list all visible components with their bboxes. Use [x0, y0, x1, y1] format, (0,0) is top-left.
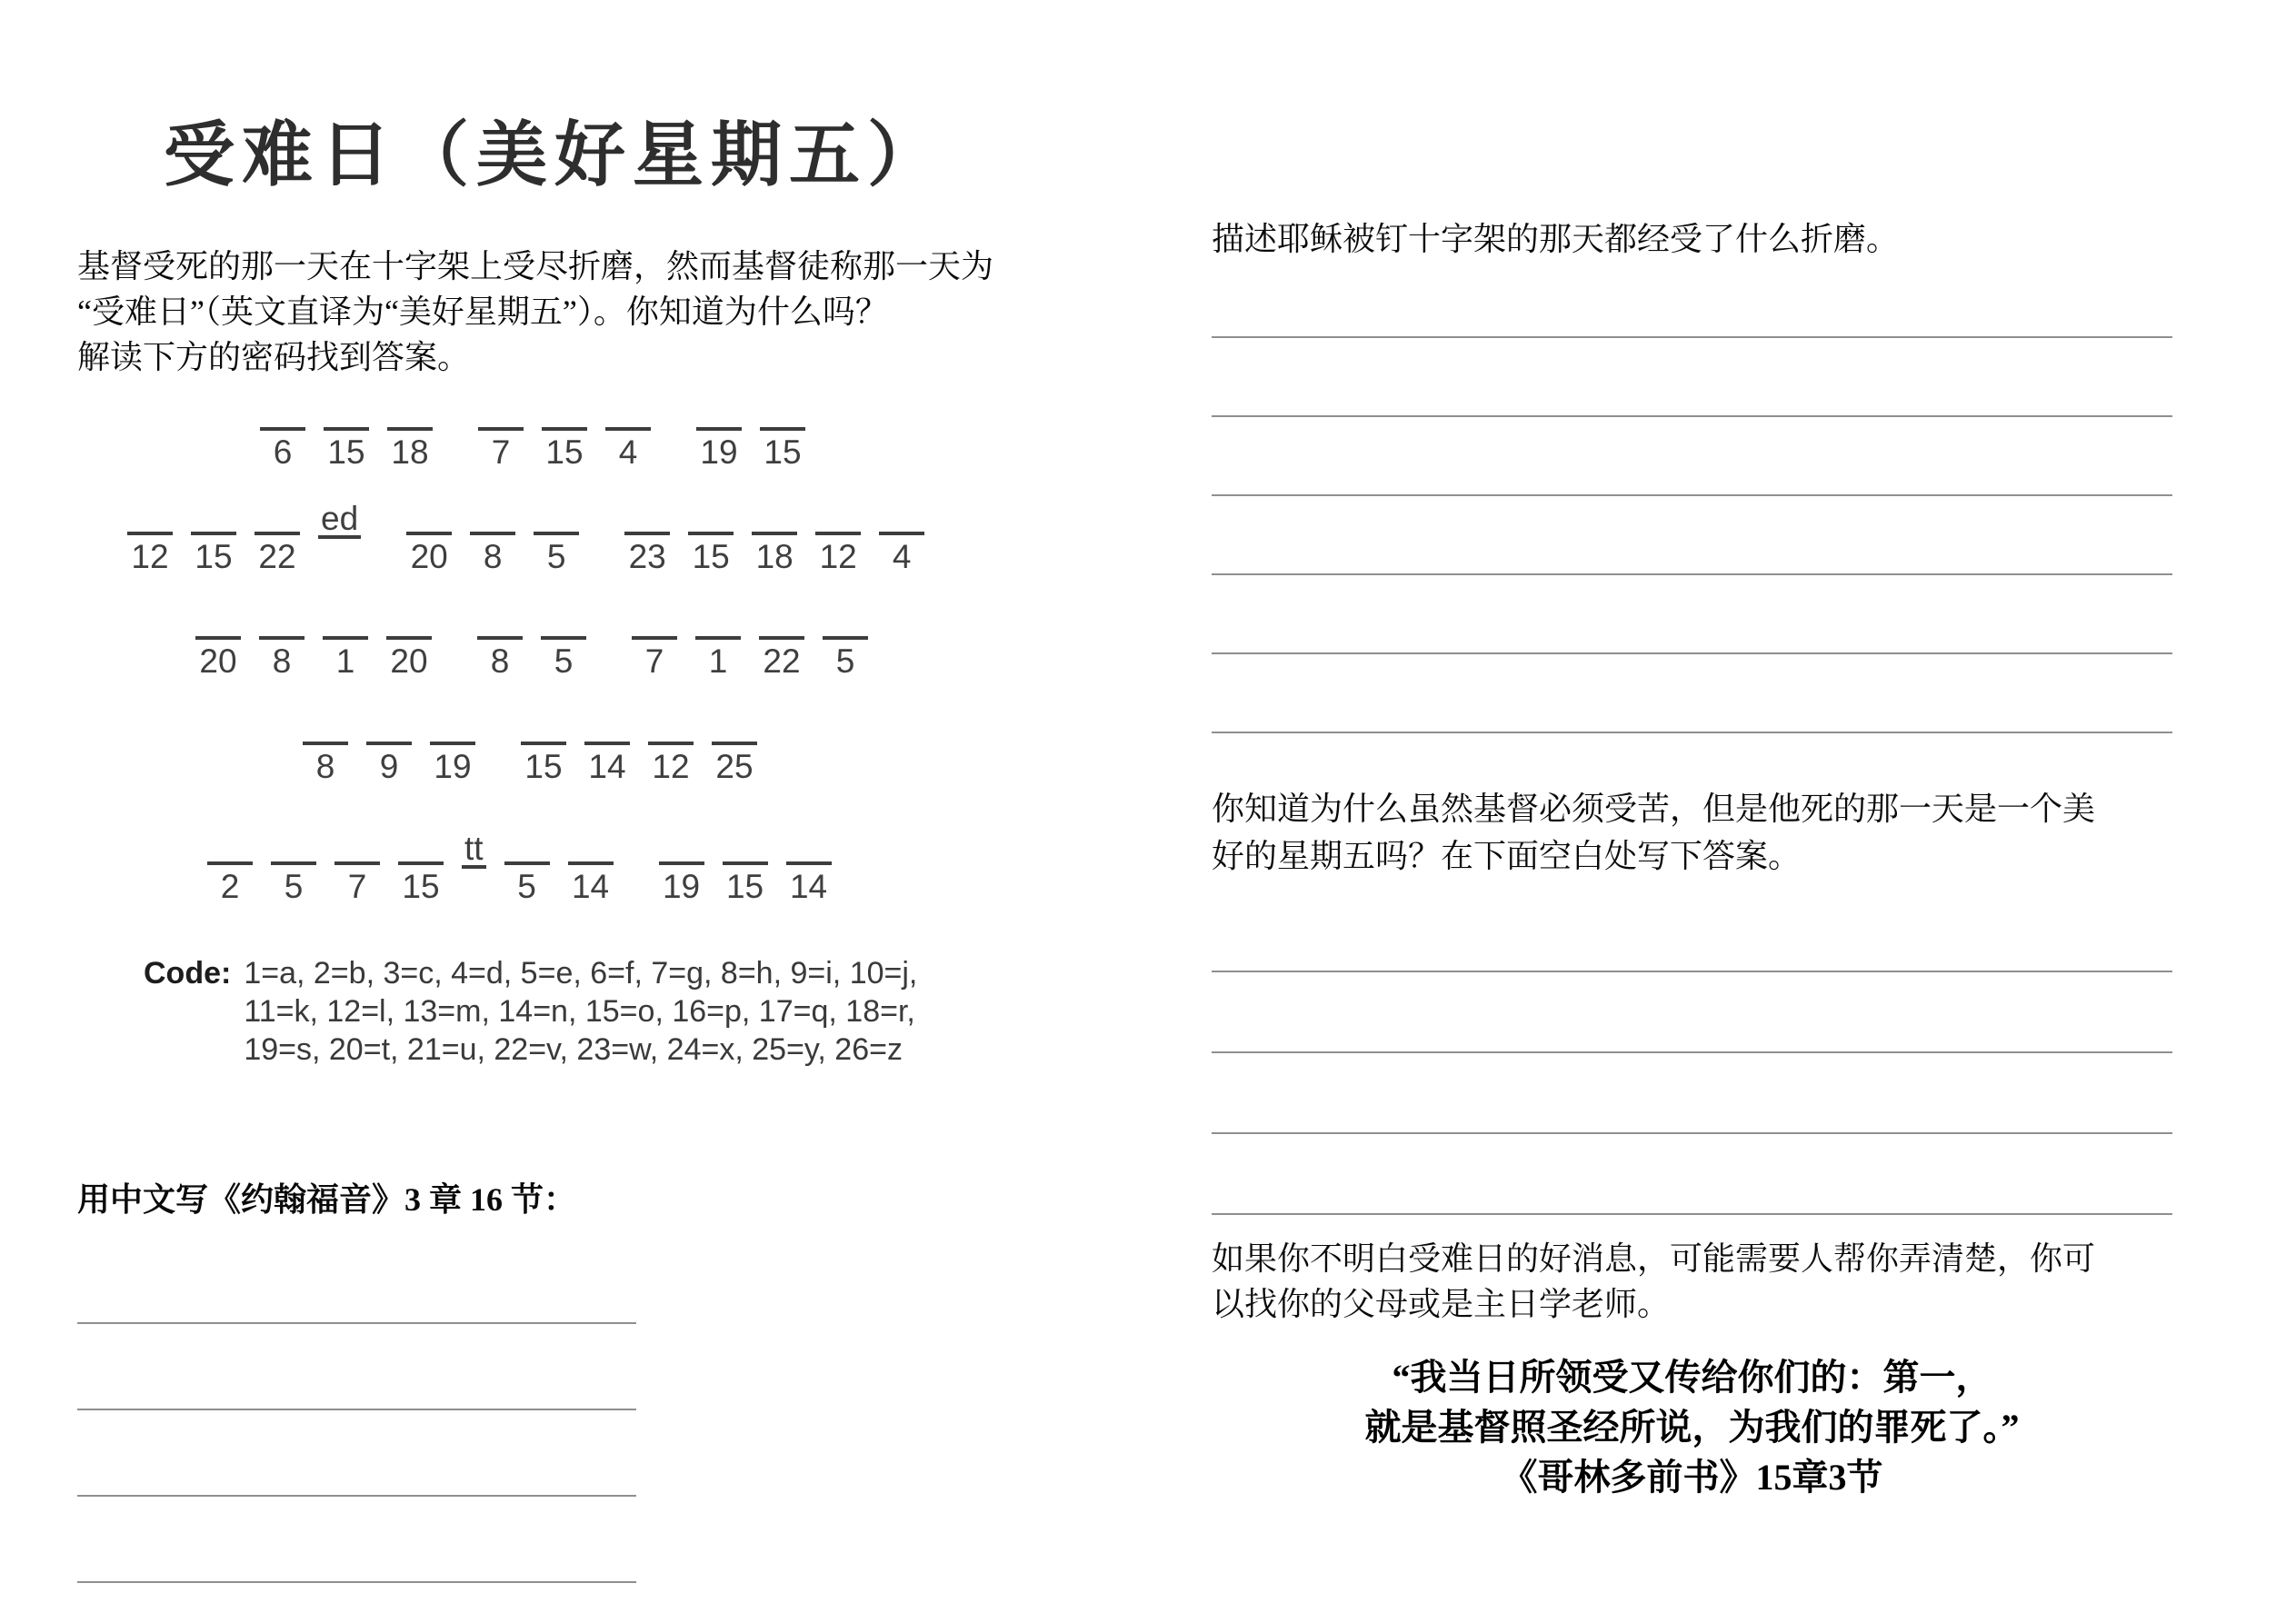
blank-line [632, 636, 677, 640]
blank-line [195, 636, 241, 640]
blank-line [584, 742, 630, 745]
cipher-blank [323, 600, 368, 678]
cipher-number: 7 [644, 642, 664, 680]
blank-line [696, 427, 742, 431]
code-label: Code: [144, 956, 232, 991]
cipher-number: 25 [715, 748, 754, 785]
blank-line [324, 427, 369, 431]
blank-line [406, 532, 452, 535]
blank-line [568, 861, 614, 865]
blank-line [624, 532, 670, 535]
cipher-blank [271, 825, 316, 903]
cipher-number: 14 [789, 868, 828, 905]
blank-line [387, 427, 433, 431]
cipher-number: 5 [284, 868, 304, 905]
blank-line [688, 532, 734, 535]
cipher-number: 15 [524, 748, 563, 785]
cipher-number: 14 [588, 748, 626, 785]
cipher-number: 9 [379, 748, 399, 785]
cipher-blank [255, 495, 300, 573]
blank-line [470, 532, 515, 535]
blank-line [303, 742, 348, 745]
blank-line [542, 427, 587, 431]
cipher-blank [334, 825, 380, 903]
blank-line [648, 742, 694, 745]
blank-line [430, 742, 475, 745]
help-line-2: 以找你的父母或是主日学老师。 [1212, 1286, 1671, 1322]
cipher-blank [366, 705, 412, 783]
blank-line [752, 532, 797, 535]
why-good-friday-prompt [1212, 785, 2095, 880]
cipher-blank [127, 495, 173, 573]
writing-line [1212, 1051, 2172, 1053]
blank-line [323, 636, 368, 640]
cipher-number: 6 [273, 433, 293, 471]
cipher-number: 15 [402, 868, 440, 905]
cipher-blank [712, 705, 757, 783]
cipher-blank [823, 600, 868, 678]
help-note [1212, 1236, 2095, 1327]
cipher-blank [430, 705, 475, 783]
writing-line [1212, 1132, 2172, 1134]
cipher-number: 20 [410, 538, 448, 575]
blank-line [823, 636, 868, 640]
why-line-2: 好的星期五吗？在下面空白处写下答案。 [1212, 838, 1802, 874]
cipher-row [207, 825, 850, 903]
blank-line [759, 636, 804, 640]
blank-line [723, 861, 768, 865]
writing-line [1212, 652, 2172, 654]
cipher-number: 20 [390, 642, 428, 680]
cipher-number: 19 [700, 433, 738, 471]
cipher-number: 15 [545, 433, 584, 471]
code-line-2: 11=k, 12=l, 13=m, 14=n, 15=o, 16=p, 17=q, 18=r, [244, 994, 915, 1029]
blank-line [334, 861, 380, 865]
intro-line-2: “受难日”（英文直译为“美好星期五”）。你知道为什么吗？ [77, 294, 888, 330]
write-verse-prompt: 用中文写《约翰福音》3 章 16 节： [77, 1181, 577, 1218]
page-title: 受难日（美好星期五） [164, 115, 946, 194]
writing-line [1212, 1213, 2172, 1215]
code-lines [244, 954, 917, 1069]
blank-line [712, 742, 757, 745]
intro-line-3: 解读下方的密码找到答案。 [77, 339, 471, 375]
cipher-number: 1 [708, 642, 728, 680]
cipher-blank [521, 705, 566, 783]
cipher-blank [207, 825, 253, 903]
writing-line [77, 1322, 636, 1324]
cipher-number: 8 [490, 642, 510, 680]
blank-line [366, 742, 412, 745]
blank-line [191, 532, 236, 535]
blank-line [386, 636, 432, 640]
blank-line [815, 532, 861, 535]
writing-line [1212, 336, 2172, 338]
cipher-blank [260, 391, 305, 469]
cipher-blank [624, 495, 670, 573]
intro-paragraph [77, 244, 993, 380]
cipher-blank [478, 391, 524, 469]
cipher-blank [386, 600, 432, 678]
cipher-number: 8 [272, 642, 292, 680]
cipher-blank [191, 495, 236, 573]
code-line-3: 19=s, 20=t, 21=u, 22=v, 23=w, 24=x, 25=y, 26=z [244, 1032, 903, 1067]
blank-line [478, 427, 524, 431]
cipher-blank [605, 391, 651, 469]
prefilled-text: tt [462, 825, 486, 869]
cipher-blank [504, 825, 550, 903]
cipher-number: 19 [662, 868, 701, 905]
cipher-number: 12 [819, 538, 857, 575]
cipher-number: 4 [618, 433, 638, 471]
cipher-number: 12 [131, 538, 169, 575]
verse-quote [1212, 1352, 2172, 1502]
blank-line [207, 861, 253, 865]
help-line-1: 如果你不明白受难日的好消息，可能需要人帮你弄清楚，你可 [1212, 1240, 2096, 1277]
cipher-number: 20 [199, 642, 237, 680]
cipher-number: 7 [347, 868, 367, 905]
writing-line [1212, 971, 2172, 972]
blank-line [879, 532, 924, 535]
writing-line [77, 1495, 636, 1497]
cipher-number: 22 [763, 642, 801, 680]
torment-prompt: 描述耶稣被钉十字架的那天都经受了什么折磨。 [1212, 221, 1900, 257]
cipher-blank [477, 600, 523, 678]
blank-line [477, 636, 523, 640]
blank-line [255, 532, 300, 535]
blank-line [504, 861, 550, 865]
blank-line [786, 861, 832, 865]
cipher-blank [752, 495, 797, 573]
cipher-blank [568, 825, 614, 903]
cipher-number: 23 [628, 538, 666, 575]
cipher-number: 15 [764, 433, 802, 471]
cipher-row [303, 705, 775, 783]
cipher-blank [695, 600, 741, 678]
cipher-number: 15 [327, 433, 365, 471]
blank-line [605, 427, 651, 431]
blank-line [659, 861, 704, 865]
cipher-blank [387, 391, 433, 469]
cipher-blank [541, 600, 586, 678]
writing-line [1212, 573, 2172, 575]
quote-reference: 《哥林多前书》15章3节 [1501, 1457, 1883, 1498]
cipher-blank [632, 600, 677, 678]
cipher-number: 12 [652, 748, 690, 785]
writing-line [1212, 732, 2172, 733]
cipher-blank [879, 495, 924, 573]
writing-line [1212, 494, 2172, 496]
cipher-number: 4 [892, 538, 912, 575]
cipher-code-key [144, 954, 917, 1069]
cipher-number: 2 [220, 868, 240, 905]
cipher-blank [723, 825, 768, 903]
cipher-prefilled-letters [318, 495, 361, 539]
cipher-blank [470, 495, 515, 573]
cipher-number: 22 [258, 538, 296, 575]
intro-line-1: 基督受死的那一天在十字架上受尽折磨，然而基督徒称那一天为 [77, 248, 994, 284]
cipher-row [260, 391, 824, 469]
blank-line [521, 742, 566, 745]
cipher-blank [659, 825, 704, 903]
blank-line [398, 861, 444, 865]
cipher-number: 5 [546, 538, 566, 575]
blank-line [271, 861, 316, 865]
writing-line [77, 1581, 636, 1583]
cipher-number: 5 [517, 868, 536, 905]
blank-line [127, 532, 173, 535]
cipher-number: 7 [491, 433, 511, 471]
cipher-blank [534, 495, 579, 573]
cipher-row [195, 600, 886, 678]
cipher-blank [760, 391, 805, 469]
cipher-number: 15 [725, 868, 764, 905]
cipher-number: 8 [483, 538, 503, 575]
blank-line [259, 636, 304, 640]
cipher-blank [542, 391, 587, 469]
why-line-1: 你知道为什么虽然基督必须受苦，但是他死的那一天是一个美 [1212, 791, 2096, 827]
cipher-number: 18 [391, 433, 429, 471]
cipher-number: 18 [755, 538, 794, 575]
cipher-blank [406, 495, 452, 573]
cipher-blank [303, 705, 348, 783]
prefilled-text: ed [318, 495, 361, 539]
cipher-number: 5 [835, 642, 855, 680]
code-line-1: 1=a, 2=b, 3=c, 4=d, 5=e, 6=f, 7=g, 8=h, 9=i, 10=j, [244, 956, 918, 991]
cipher-number: 14 [571, 868, 610, 905]
quote-line-2: 就是基督照圣经所说，为我们的罪死了。” [1364, 1407, 2020, 1448]
cipher-number: 15 [195, 538, 233, 575]
cipher-row [127, 495, 943, 573]
cipher-prefilled-letters [462, 825, 486, 869]
cipher-blank [584, 705, 630, 783]
quote-line-1: “我当日所领受又传给你们的：第一， [1392, 1357, 1992, 1398]
cipher-blank [688, 495, 734, 573]
cipher-blank [259, 600, 304, 678]
blank-line [541, 636, 586, 640]
blank-line [760, 427, 805, 431]
cipher-blank [324, 391, 369, 469]
cipher-number: 8 [315, 748, 335, 785]
cipher-blank [786, 825, 832, 903]
cipher-blank [398, 825, 444, 903]
cipher-blank [696, 391, 742, 469]
cipher-blank [759, 600, 804, 678]
blank-line [695, 636, 741, 640]
cipher-number: 15 [692, 538, 730, 575]
blank-line [534, 532, 579, 535]
blank-line [260, 427, 305, 431]
writing-line [77, 1409, 636, 1410]
cipher-blank [648, 705, 694, 783]
cipher-number: 5 [554, 642, 574, 680]
cipher-blank [815, 495, 861, 573]
writing-line [1212, 415, 2172, 417]
cipher-number: 1 [335, 642, 355, 680]
cipher-number: 19 [434, 748, 472, 785]
cipher-blank [195, 600, 241, 678]
